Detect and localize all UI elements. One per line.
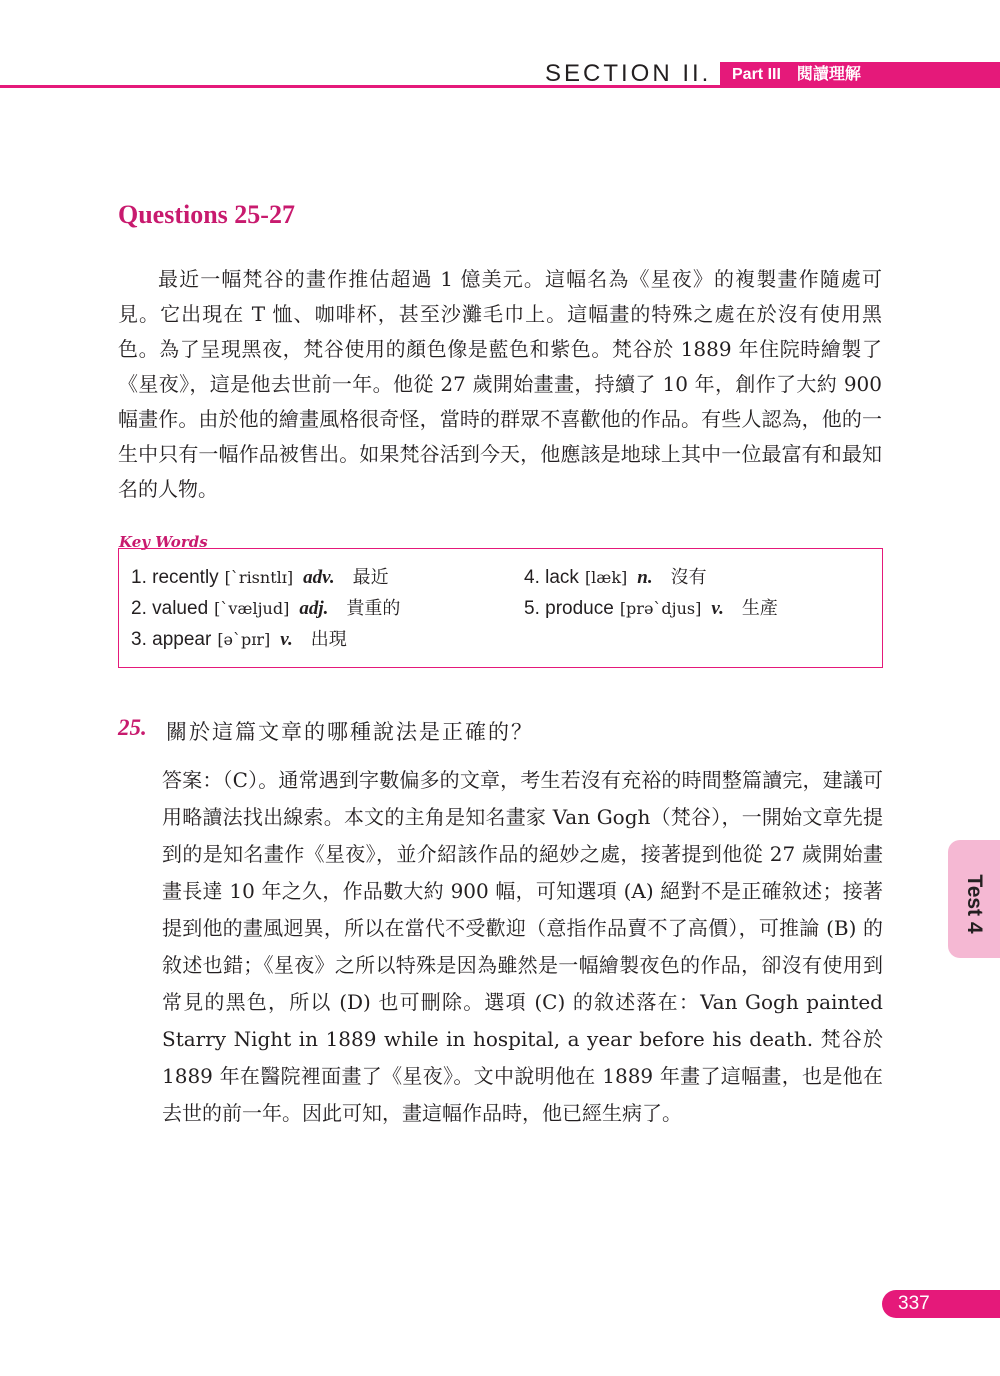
translation: 出現: [310, 629, 347, 650]
key-word: produce: [545, 598, 614, 619]
side-tab-label: Test 4: [963, 874, 986, 934]
translation: 沒有: [670, 567, 707, 588]
key-word: recently: [152, 567, 219, 588]
key-word-item: 1. recently [ˋrisntlɪ] adv. 最近: [131, 567, 389, 588]
key-words-box: [118, 548, 883, 668]
key-word-item: 4. lack [læk] n. 沒有: [524, 567, 707, 588]
key-word-item: 5. produce [prəˋdjus] v. 生產: [524, 598, 778, 619]
key-word: lack: [545, 567, 579, 588]
key-word-item: 3. appear [əˋpɪr] v. 出現: [131, 629, 347, 650]
question-number: 25.: [118, 715, 147, 740]
key-word: appear: [152, 629, 212, 650]
key-words-label: Key Words: [119, 533, 208, 551]
answer-text: 答案：（C）。通常遇到字數偏多的文章，考生若沒有充裕的時間整篇讀完，建議可用略讀法找出線索。本文的主角是知名畫家 Van Gogh（梵谷），一開始文章先提到的是知名畫作《星夜》，並介紹該作品的絕妙之處，接著提到他從 27 歲開始畫畫長達 10 年之久，作品數大約 900 幅，可知選項 (A) 絕對不是正確敘述；接著提到他的畫風迥異，所以在當代不受歡迎（意指作品賣不了高價），可推論 (B) 的敘述也錯；《星夜》之所以特殊是因為雖然是一幅繪製夜色的作品，卻沒有使用到常見的黑色，所以 (D) 也可刪除。選項 (C) 的敘述落在：Van Gogh painted Starry Night in 1889 while in hospital, a year before his death. 梵谷於 1889 年在醫院裡面畫了《星夜》。文中說明他在 1889 年畫了這幅畫，也是他在去世的前一年。因此可知，畫這幅作品時，他已經生病了。: [162, 768, 883, 1125]
translation: 生產: [741, 598, 778, 619]
part-of-speech: n.: [637, 567, 653, 588]
pronunciation: [læk]: [584, 568, 628, 587]
part-of-speech: v.: [280, 629, 293, 650]
part-label: Part III: [732, 66, 781, 83]
part-of-speech: adj.: [299, 598, 329, 619]
pronunciation: [ˋvæljud]: [214, 599, 290, 618]
pronunciation: [prəˋdjus]: [619, 599, 702, 618]
translation: 貴重的: [346, 598, 401, 619]
key-word-item: 2. valued [ˋvæljud] adj. 貴重的: [131, 598, 401, 619]
question-text: 關於這篇文章的哪種說法是正確的？: [166, 720, 534, 744]
pronunciation: [ˋrisntlɪ]: [224, 568, 294, 587]
pronunciation: [əˋpɪr]: [217, 630, 271, 649]
section-title: SECTION II.: [545, 60, 712, 87]
part-of-speech: v.: [711, 598, 724, 619]
page-number: 337: [898, 1293, 930, 1314]
key-word: valued: [152, 598, 209, 619]
part-title: 閱讀理解: [796, 66, 861, 83]
answer-explanation: [162, 762, 883, 1132]
questions-heading: Questions 25-27: [118, 200, 295, 229]
passage-text: 最近一幅梵谷的畫作推估超過 1 億美元。這幅名為《星夜》的複製畫作隨處可見。它出現在 T 恤、咖啡杯，甚至沙灘毛巾上。這幅畫的特殊之處在於沒有使用黑色。為了呈現黑夜，梵谷使用的顏色像是藍色和紫色。梵谷於 1889 年住院時繪製了《星夜》，這是他去世前一年。他從 27 歲開始畫畫，持續了 10 年，創作了大約 900 幅畫作。由於他的繪畫風格很奇怪，當時的群眾不喜歡他的作品。有些人認為，他的一生中只有一幅作品被售出。如果梵谷活到今天，他應該是地球上其中一位最富有和最知名的人物。: [118, 267, 882, 501]
reading-passage: [118, 262, 882, 507]
section-part-banner: [720, 62, 1000, 87]
translation: 最近: [352, 567, 389, 588]
part-of-speech: adv.: [303, 567, 335, 588]
